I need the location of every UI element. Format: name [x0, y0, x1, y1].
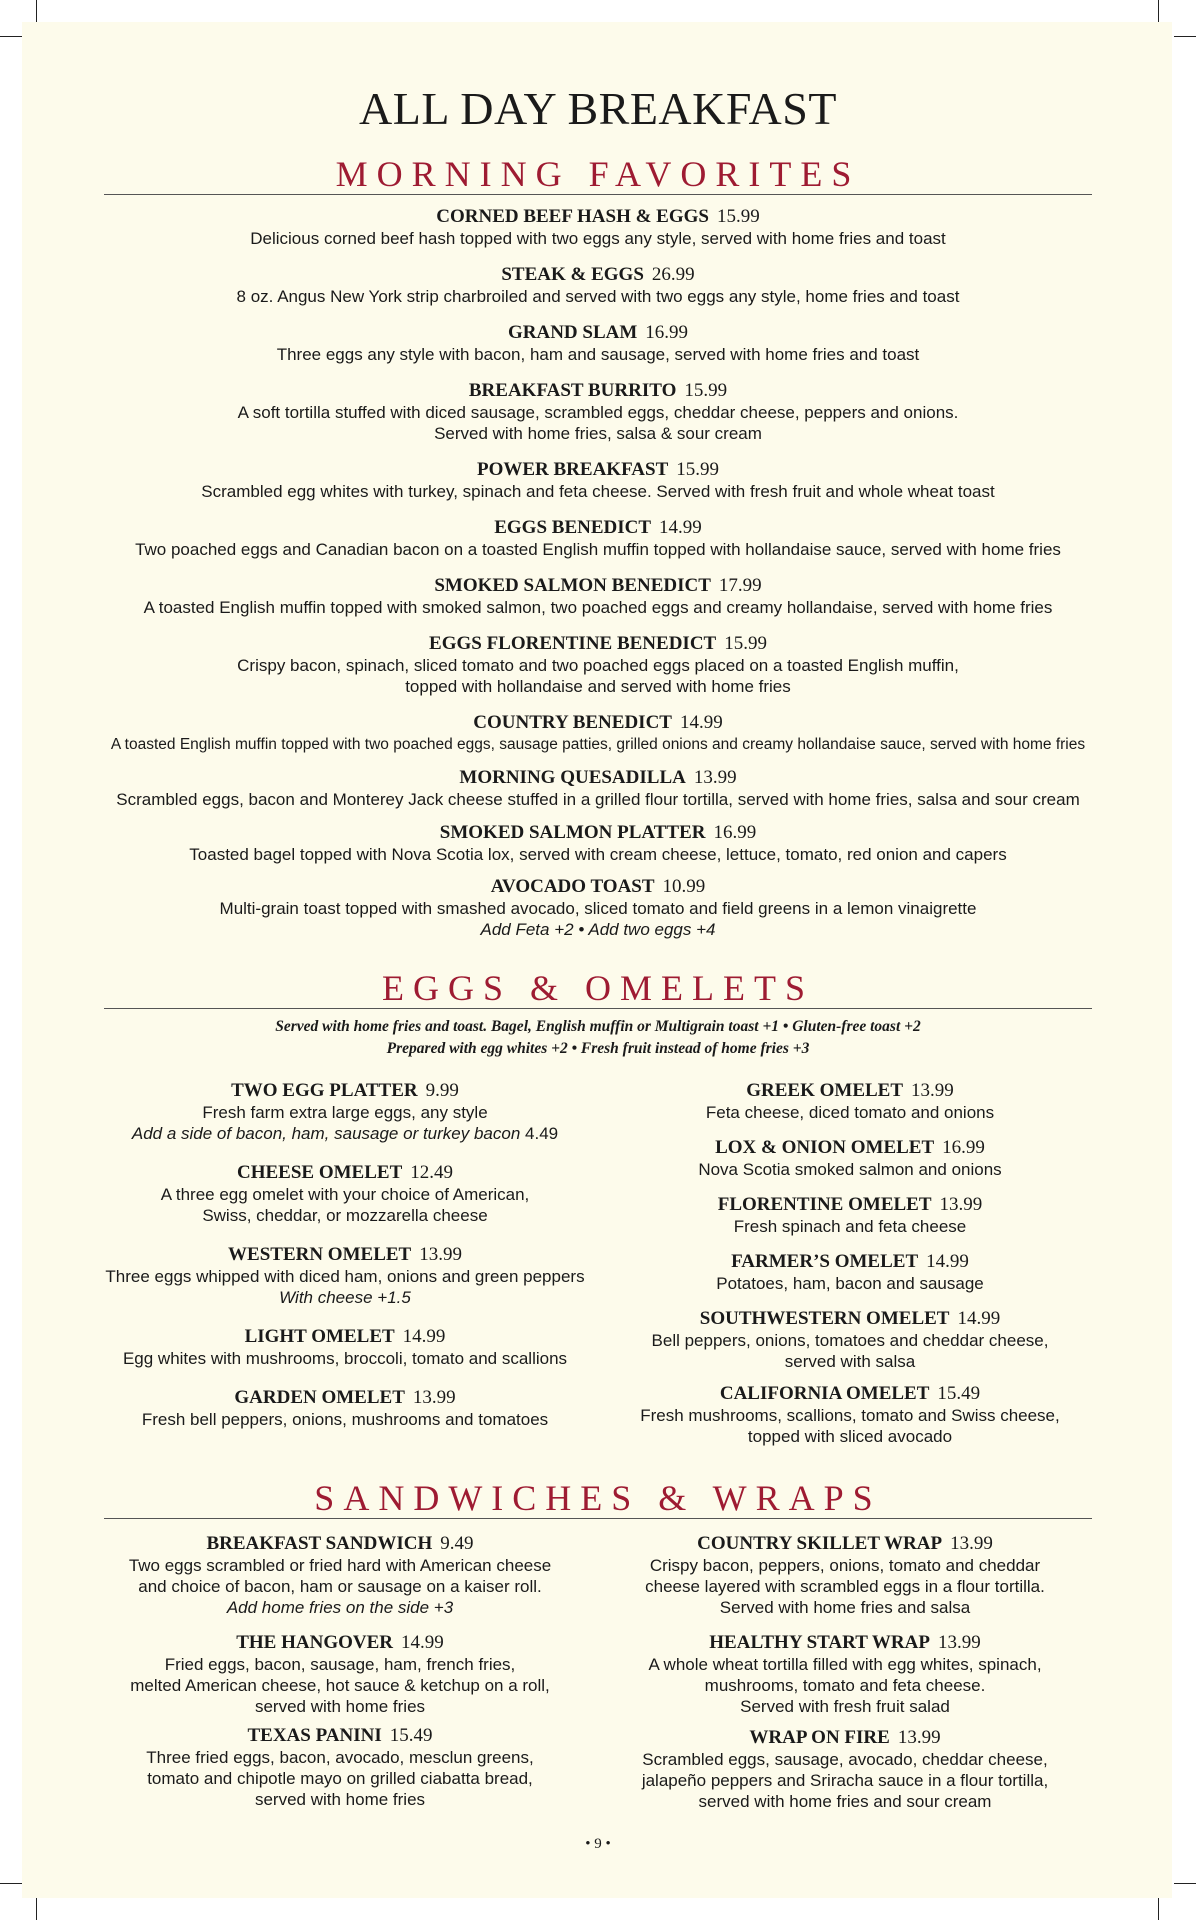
- item-price: 26.99: [651, 264, 695, 285]
- crop-mark: [0, 1883, 22, 1884]
- item-description: Crispy bacon, spinach, sliced tomato and two poached eggs placed on a toasted English muffin,: [237, 656, 959, 675]
- item-name-line: [100, 1244, 590, 1266]
- item-price: 15.99: [676, 459, 719, 480]
- item-description: A toasted English muffin topped with smoked salmon, two poached eggs and creamy hollandaise, served with home fries: [143, 598, 1053, 617]
- item-description: Egg whites with mushrooms, broccoli, tomato and scallions: [122, 1349, 568, 1368]
- item-addon: [100, 1597, 580, 1618]
- menu-item: [100, 1326, 590, 1369]
- item-description: A soft tortilla stuffed with diced sausage, scrambled eggs, cheddar cheese, peppers and onions.: [237, 403, 959, 422]
- item-description: cheese layered with scrambled eggs in a flour tortilla.: [645, 1577, 1045, 1596]
- item-name-line: [80, 517, 1116, 539]
- item-name: GREEK OMELET: [746, 1080, 904, 1101]
- item-name-line: [80, 575, 1116, 597]
- item-price: 14.99: [659, 517, 702, 538]
- item-description: served with salsa: [784, 1352, 916, 1371]
- item-description: Feta cheese, diced tomato and onions: [705, 1103, 995, 1122]
- item-name: STEAK & EGGS: [501, 264, 644, 285]
- item-description: Toasted bagel topped with Nova Scotia lox, served with cream cheese, lettuce, tomato, red onion and capers: [189, 845, 1007, 864]
- item-name: SMOKED SALMON BENEDICT: [434, 575, 711, 596]
- item-description: served with home fries: [254, 1790, 426, 1809]
- section-heading-morning-favorites: MORNING FAVORITES: [104, 154, 1092, 195]
- item-name-line: [605, 1194, 1095, 1216]
- addon-text: With cheese +1.5: [279, 1288, 411, 1307]
- item-name-line: [605, 1632, 1085, 1654]
- item-price: 12.49: [410, 1162, 453, 1183]
- item-name: THE HANGOVER: [236, 1632, 394, 1653]
- item-name: BREAKFAST SANDWICH: [206, 1533, 433, 1554]
- item-name-line: [100, 1632, 580, 1654]
- item-name-line: [80, 459, 1116, 481]
- menu-item: [100, 1533, 580, 1618]
- item-name: TEXAS PANINI: [247, 1725, 382, 1746]
- item-name-line: [80, 822, 1116, 844]
- item-description: Fried eggs, bacon, sausage, ham, french fries,: [164, 1655, 516, 1674]
- menu-item: [80, 876, 1116, 940]
- item-price: 13.99: [950, 1533, 993, 1554]
- item-description: Multi-grain toast topped with smashed avocado, sliced tomato and field greens in a lemon vinaigrette: [219, 899, 977, 918]
- item-description: Fresh farm extra large eggs, any style: [202, 1103, 488, 1122]
- addon-text: Add a side of bacon, ham, sausage or turkey bacon: [131, 1124, 521, 1143]
- item-name-line: [80, 767, 1116, 789]
- item-price: 17.99: [718, 575, 762, 596]
- item-name-line: [605, 1308, 1095, 1330]
- item-name: MORNING QUESADILLA: [459, 767, 686, 788]
- item-price: 14.99: [957, 1308, 1001, 1329]
- item-description: Fresh spinach and feta cheese: [733, 1217, 967, 1236]
- item-name-line: [605, 1080, 1095, 1102]
- item-description: A whole wheat tortilla filled with egg whites, spinach,: [648, 1655, 1042, 1674]
- item-name-line: [605, 1727, 1085, 1749]
- item-price: 16.99: [645, 322, 689, 343]
- menu-item: [80, 206, 1116, 249]
- item-description: Fresh bell peppers, onions, mushrooms and tomatoes: [141, 1410, 549, 1429]
- item-description: tomato and chipotle mayo on grilled ciabatta bread,: [147, 1769, 533, 1788]
- menu-item: [100, 1387, 590, 1430]
- section-heading-eggs-omelets: EGGS & OMELETS: [104, 968, 1092, 1009]
- sandwiches-left-column: [100, 1533, 580, 1810]
- item-name: CHEESE OMELET: [237, 1162, 403, 1183]
- item-price: 13.99: [897, 1727, 941, 1748]
- menu-item: [605, 1080, 1095, 1123]
- menu-item: [605, 1251, 1095, 1294]
- eggs-note-line-2: Prepared with egg whites +2 • Fresh fruit instead of home fries +3: [386, 1040, 810, 1057]
- item-description: Scrambled egg whites with turkey, spinach and feta cheese. Served with fresh fruit and whole wheat toast: [201, 482, 995, 501]
- crop-mark: [1174, 36, 1196, 37]
- item-name-line: [100, 1533, 580, 1555]
- omelets-right-column: [605, 1080, 1095, 1447]
- menu-item: [605, 1533, 1085, 1618]
- item-name-line: [605, 1137, 1095, 1159]
- menu-item: [100, 1080, 590, 1144]
- item-description: topped with hollandaise and served with home fries: [405, 677, 791, 696]
- menu-item: [80, 517, 1116, 560]
- item-name: EGGS FLORENTINE BENEDICT: [429, 633, 717, 654]
- item-description: Bell peppers, onions, tomatoes and cheddar cheese,: [651, 1331, 1049, 1350]
- menu-item: [80, 380, 1116, 444]
- crop-mark: [36, 0, 37, 22]
- item-price: 15.99: [724, 633, 767, 654]
- menu-item: [80, 459, 1116, 502]
- item-name-line: [100, 1387, 590, 1409]
- item-name: GARDEN OMELET: [234, 1387, 405, 1408]
- item-description: served with home fries: [254, 1697, 426, 1716]
- crop-mark: [1158, 1898, 1159, 1920]
- item-description: A three egg omelet with your choice of American,: [160, 1185, 530, 1204]
- item-name-line: [100, 1162, 590, 1184]
- menu-item: [100, 1162, 590, 1226]
- menu-item: [100, 1244, 590, 1308]
- menu-item: [80, 767, 1116, 810]
- item-addon: [80, 919, 1116, 940]
- item-description: Fresh mushrooms, scallions, tomato and Swiss cheese,: [640, 1406, 1060, 1425]
- menu-item: [605, 1194, 1095, 1237]
- item-price: 15.49: [389, 1725, 433, 1746]
- item-name: WESTERN OMELET: [228, 1244, 412, 1265]
- item-description: Served with fresh fruit salad: [740, 1697, 950, 1716]
- item-price: 15.99: [684, 380, 728, 401]
- page-title: ALL DAY BREAKFAST: [359, 83, 837, 134]
- crop-mark: [1174, 1883, 1196, 1884]
- crop-mark: [36, 1898, 37, 1920]
- menu-item: [605, 1308, 1095, 1372]
- item-name-line: [100, 1326, 590, 1348]
- item-description: Served with home fries, salsa & sour cream: [434, 424, 762, 443]
- menu-item: [80, 822, 1116, 865]
- omelets-left-column: [100, 1080, 590, 1430]
- item-name: LIGHT OMELET: [244, 1326, 395, 1347]
- item-description: 8 oz. Angus New York strip charbroiled and served with two eggs any style, home fries and toast: [236, 287, 960, 306]
- item-name: GRAND SLAM: [507, 322, 638, 343]
- item-price: 16.99: [942, 1137, 985, 1158]
- menu-item: [80, 264, 1116, 307]
- item-price: 14.99: [926, 1251, 969, 1272]
- item-name: COUNTRY SKILLET WRAP: [697, 1533, 943, 1554]
- item-description: Swiss, cheddar, or mozzarella cheese: [202, 1206, 488, 1225]
- menu-item: [605, 1137, 1095, 1180]
- item-price: 13.99: [693, 767, 737, 788]
- menu-item: [80, 575, 1116, 618]
- item-description: mushrooms, tomato and feta cheese.: [704, 1676, 986, 1695]
- item-name-line: [80, 876, 1116, 898]
- menu-item: [605, 1632, 1085, 1717]
- item-name: WRAP ON FIRE: [749, 1727, 890, 1748]
- item-name: HEALTHY START WRAP: [709, 1632, 930, 1653]
- menu-item: [605, 1727, 1085, 1812]
- item-description: and choice of bacon, ham or sausage on a kaiser roll.: [138, 1577, 542, 1596]
- item-name-line: [80, 712, 1116, 734]
- item-price: 14.99: [679, 712, 723, 733]
- item-name-line: [605, 1533, 1085, 1555]
- item-description: melted American cheese, hot sauce & ketchup on a roll,: [130, 1676, 550, 1695]
- item-description: Crispy bacon, peppers, onions, tomato and cheddar: [649, 1556, 1041, 1575]
- item-price: 9.49: [440, 1533, 474, 1554]
- addon-price: 4.49: [520, 1124, 559, 1143]
- item-description: Scrambled eggs, sausage, avocado, cheddar cheese,: [642, 1750, 1048, 1769]
- item-price: 13.99: [939, 1194, 983, 1215]
- item-name: POWER BREAKFAST: [476, 459, 669, 480]
- page-number: • 9 •: [585, 1836, 611, 1852]
- item-description: Served with home fries and salsa: [719, 1598, 971, 1617]
- item-name-line: [605, 1383, 1095, 1405]
- item-price: 14.99: [401, 1632, 444, 1653]
- item-description: Scrambled eggs, bacon and Monterey Jack cheese stuffed in a grilled flour tortilla, served with home fries, salsa and sour cream: [116, 790, 1080, 809]
- item-name: FLORENTINE OMELET: [717, 1194, 932, 1215]
- menu-item: [605, 1383, 1095, 1447]
- crop-mark: [0, 36, 22, 37]
- item-name-line: [80, 380, 1116, 402]
- morning-favorites-list: [80, 206, 1116, 940]
- menu-item: [100, 1725, 580, 1810]
- item-name-line: [100, 1080, 590, 1102]
- menu-item: [100, 1632, 580, 1717]
- section-heading-sandwiches-wraps: SANDWICHES & WRAPS: [104, 1478, 1092, 1519]
- item-name: CORNED BEEF HASH & EGGS: [436, 206, 709, 227]
- eggs-note-line-1: Served with home fries and toast. Bagel, English muffin or Multigrain toast +1 • Gluten-free toast +2: [275, 1018, 921, 1035]
- item-price: 10.99: [662, 876, 706, 897]
- item-description: served with home fries and sour cream: [698, 1792, 992, 1811]
- item-price: 9.99: [425, 1080, 459, 1101]
- item-description: Three fried eggs, bacon, avocado, mesclun greens,: [146, 1748, 534, 1767]
- item-description: Nova Scotia smoked salmon and onions: [698, 1160, 1002, 1179]
- item-name-line: [80, 264, 1116, 286]
- item-description: A toasted English muffin topped with two poached eggs, sausage patties, grilled onions and creamy hollandaise sauce, served with home fries: [110, 736, 1086, 753]
- item-description: Delicious corned beef hash topped with two eggs any style, served with home fries and toast: [250, 229, 946, 248]
- item-name-line: [605, 1251, 1095, 1273]
- item-name: COUNTRY BENEDICT: [473, 712, 672, 733]
- item-description: Three eggs whipped with diced ham, onions and green peppers: [105, 1267, 585, 1286]
- item-name: LOX & ONION OMELET: [715, 1137, 935, 1158]
- menu-item: [80, 712, 1116, 755]
- item-price: 13.99: [911, 1080, 954, 1101]
- item-description: jalapeño peppers and Sriracha sauce in a flour tortilla,: [641, 1771, 1049, 1790]
- item-description: topped with sliced avocado: [747, 1427, 953, 1446]
- addon-text: Add Feta +2 • Add two eggs +4: [480, 920, 716, 939]
- item-price: 16.99: [713, 822, 757, 843]
- item-price: 13.99: [419, 1244, 462, 1265]
- item-name-line: [100, 1725, 580, 1747]
- item-description: Three eggs any style with bacon, ham and sausage, served with home fries and toast: [276, 345, 920, 364]
- crop-mark: [1158, 0, 1159, 22]
- item-description: Potatoes, ham, bacon and sausage: [716, 1274, 984, 1293]
- menu-item: [80, 322, 1116, 365]
- item-price: 15.49: [937, 1383, 981, 1404]
- menu-item: [80, 633, 1116, 697]
- item-description: Two eggs scrambled or fried hard with American cheese: [128, 1556, 552, 1575]
- item-name-line: [80, 322, 1116, 344]
- item-price: 13.99: [412, 1387, 456, 1408]
- item-name: BREAKFAST BURRITO: [468, 380, 677, 401]
- wraps-right-column: [605, 1533, 1085, 1812]
- item-name: SOUTHWESTERN OMELET: [699, 1308, 950, 1329]
- item-name-line: [80, 206, 1116, 228]
- item-name: FARMER’S OMELET: [731, 1251, 919, 1272]
- item-name: TWO EGG PLATTER: [231, 1080, 418, 1101]
- item-description: Two poached eggs and Canadian bacon on a toasted English muffin topped with hollandaise sauce, served with home fries: [135, 540, 1061, 559]
- item-addon: [100, 1123, 590, 1144]
- item-name: CALIFORNIA OMELET: [719, 1383, 930, 1404]
- item-addon: [100, 1287, 590, 1308]
- item-name-line: [80, 633, 1116, 655]
- item-price: 13.99: [937, 1632, 981, 1653]
- item-price: 14.99: [402, 1326, 446, 1347]
- item-price: 15.99: [716, 206, 760, 227]
- item-name: AVOCADO TOAST: [490, 876, 655, 897]
- item-name: SMOKED SALMON PLATTER: [439, 822, 706, 843]
- item-name: EGGS BENEDICT: [494, 517, 652, 538]
- addon-text: Add home fries on the side +3: [226, 1598, 454, 1617]
